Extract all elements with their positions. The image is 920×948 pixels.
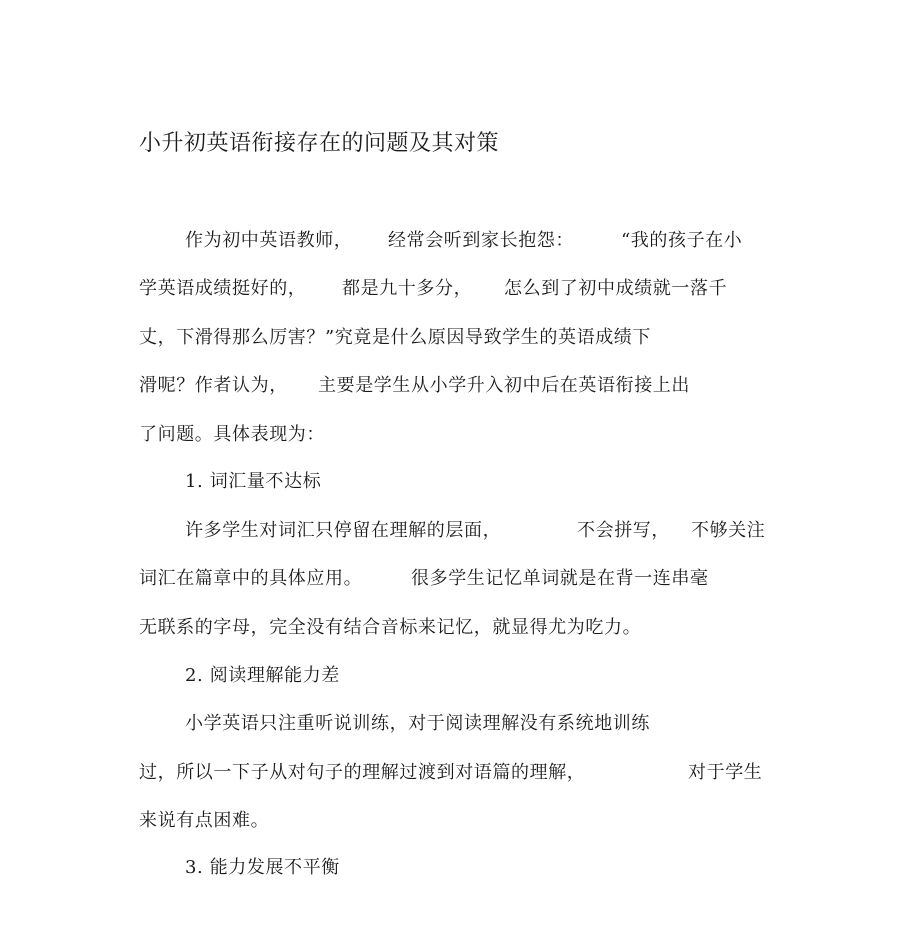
intro-line-2 [0, 276, 920, 302]
section-1-line-2 [0, 566, 920, 592]
section-1-text: 词汇在篇章中的具体应用。 [139, 568, 363, 589]
section-2-text: 对于学生 [688, 762, 763, 783]
section-1-text: 许多学生对词汇只停留在理解的层面， [185, 520, 502, 541]
intro-text: 作为初中英语教师， [185, 230, 353, 251]
intro-line-5: 了问题。具体表现为： [139, 424, 325, 445]
section-2-line-3: 来说有点困难。 [139, 810, 270, 831]
intro-text: 经常会听到家长抱怨： [388, 230, 574, 251]
section-2-line-1: 小学英语只注重听说训练，对于阅读理解没有系统地训练 [185, 713, 650, 734]
intro-text: 滑呢？作者认为， [139, 375, 288, 396]
intro-text: 怎么到了初中成绩就一落千 [504, 278, 728, 299]
section-1-line-3: 无联系的字母，完全没有结合音标来记忆，就显得尤为吃力。 [139, 617, 642, 638]
section-1-text: 不够关注 [691, 520, 766, 541]
intro-line-1 [0, 228, 920, 254]
intro-text: 都是九十多分， [342, 278, 473, 299]
section-1-heading: 1. 词汇量不达标 [185, 471, 322, 492]
document-title: 小升初英语衔接存在的问题及其对策 [139, 131, 500, 156]
intro-text: 主要是学生从小学升入初中后在英语衔接上出 [318, 375, 690, 396]
section-2-line-2 [0, 760, 920, 786]
intro-text: 学英语成绩挺好的， [139, 278, 307, 299]
intro-line-3: 丈，下滑得那么厉害？”究竟是什么原因导致学生的英语成绩下 [139, 327, 651, 348]
section-3-heading: 3. 能力发展不平衡 [185, 857, 340, 878]
intro-line-4 [0, 373, 920, 399]
section-1-text: 很多学生记忆单词就是在背一连串毫 [411, 568, 709, 589]
section-2-text: 过，所以一下子从对句子的理解过渡到对语篇的理解， [139, 762, 586, 783]
intro-text: “我的孩子在小 [621, 230, 743, 251]
section-1-text: 不会拼写， [577, 520, 670, 541]
section-1-line-1 [0, 518, 920, 544]
section-2-heading: 2. 阅读理解能力差 [185, 665, 340, 686]
